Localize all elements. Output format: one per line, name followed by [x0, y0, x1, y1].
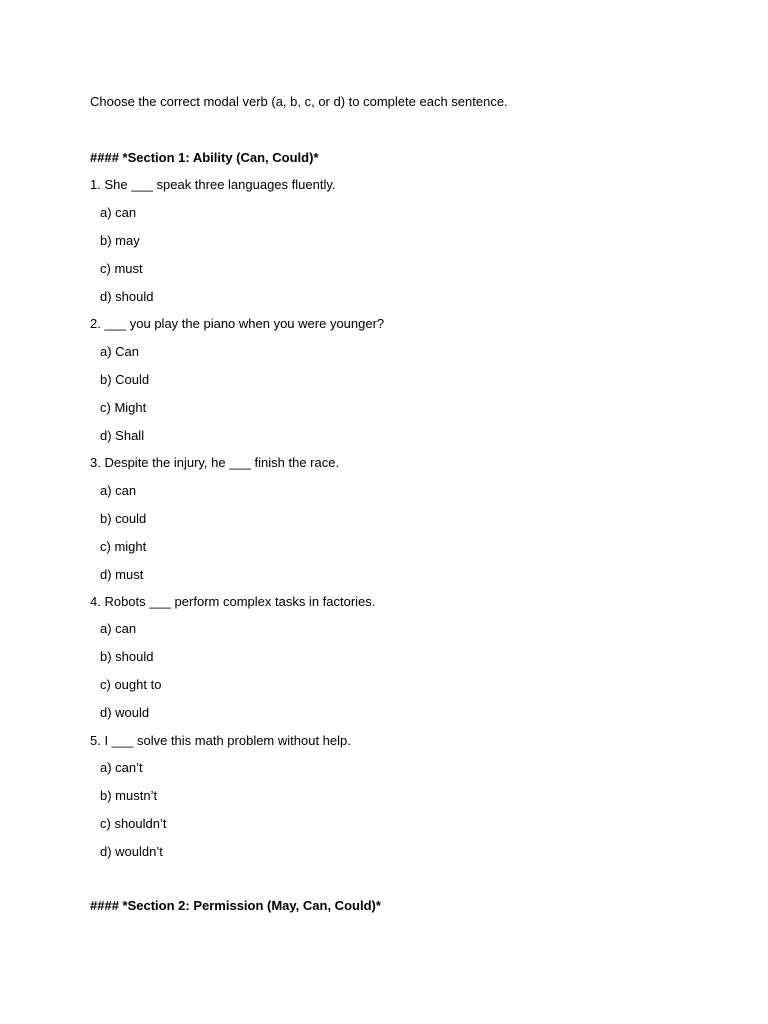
answer-option: d) wouldn’t	[100, 844, 163, 859]
question-text: 1. She ___ speak three languages fluently.	[90, 177, 336, 192]
answer-option: d) would	[100, 705, 150, 720]
answer-option: b) could	[100, 511, 147, 526]
answer-option: d) should	[100, 289, 154, 304]
answer-option: d) must	[100, 567, 144, 582]
answer-option: c) might	[100, 539, 147, 554]
answer-option: d) Shall	[100, 428, 145, 443]
answer-option: a) can	[100, 621, 137, 636]
section-heading: #### *Section 2: Permission (May, Can, Could)*	[90, 898, 381, 913]
question-text: 5. I ___ solve this math problem without help.	[90, 733, 351, 748]
answer-option: c) must	[100, 261, 143, 276]
answer-option: b) should	[100, 649, 154, 664]
answer-option: c) Might	[100, 400, 147, 415]
section-heading: #### *Section 1: Ability (Can, Could)*	[90, 150, 319, 165]
question-text: 4. Robots ___ perform complex tasks in factories.	[90, 594, 376, 609]
answer-option: a) can’t	[100, 760, 143, 775]
answer-option: a) can	[100, 205, 137, 220]
answer-option: b) may	[100, 233, 140, 248]
question-text: 2. ___ you play the piano when you were younger?	[90, 316, 385, 331]
answer-option: a) Can	[100, 344, 140, 359]
instructions-text: Choose the correct modal verb (a, b, c, or d) to complete each sentence.	[90, 94, 508, 109]
answer-option: b) mustn’t	[100, 788, 158, 803]
question-text: 3. Despite the injury, he ___ finish the race.	[90, 455, 340, 470]
answer-option: b) Could	[100, 372, 150, 387]
answer-option: c) shouldn’t	[100, 816, 167, 831]
answer-option: a) can	[100, 483, 137, 498]
answer-option: c) ought to	[100, 677, 162, 692]
